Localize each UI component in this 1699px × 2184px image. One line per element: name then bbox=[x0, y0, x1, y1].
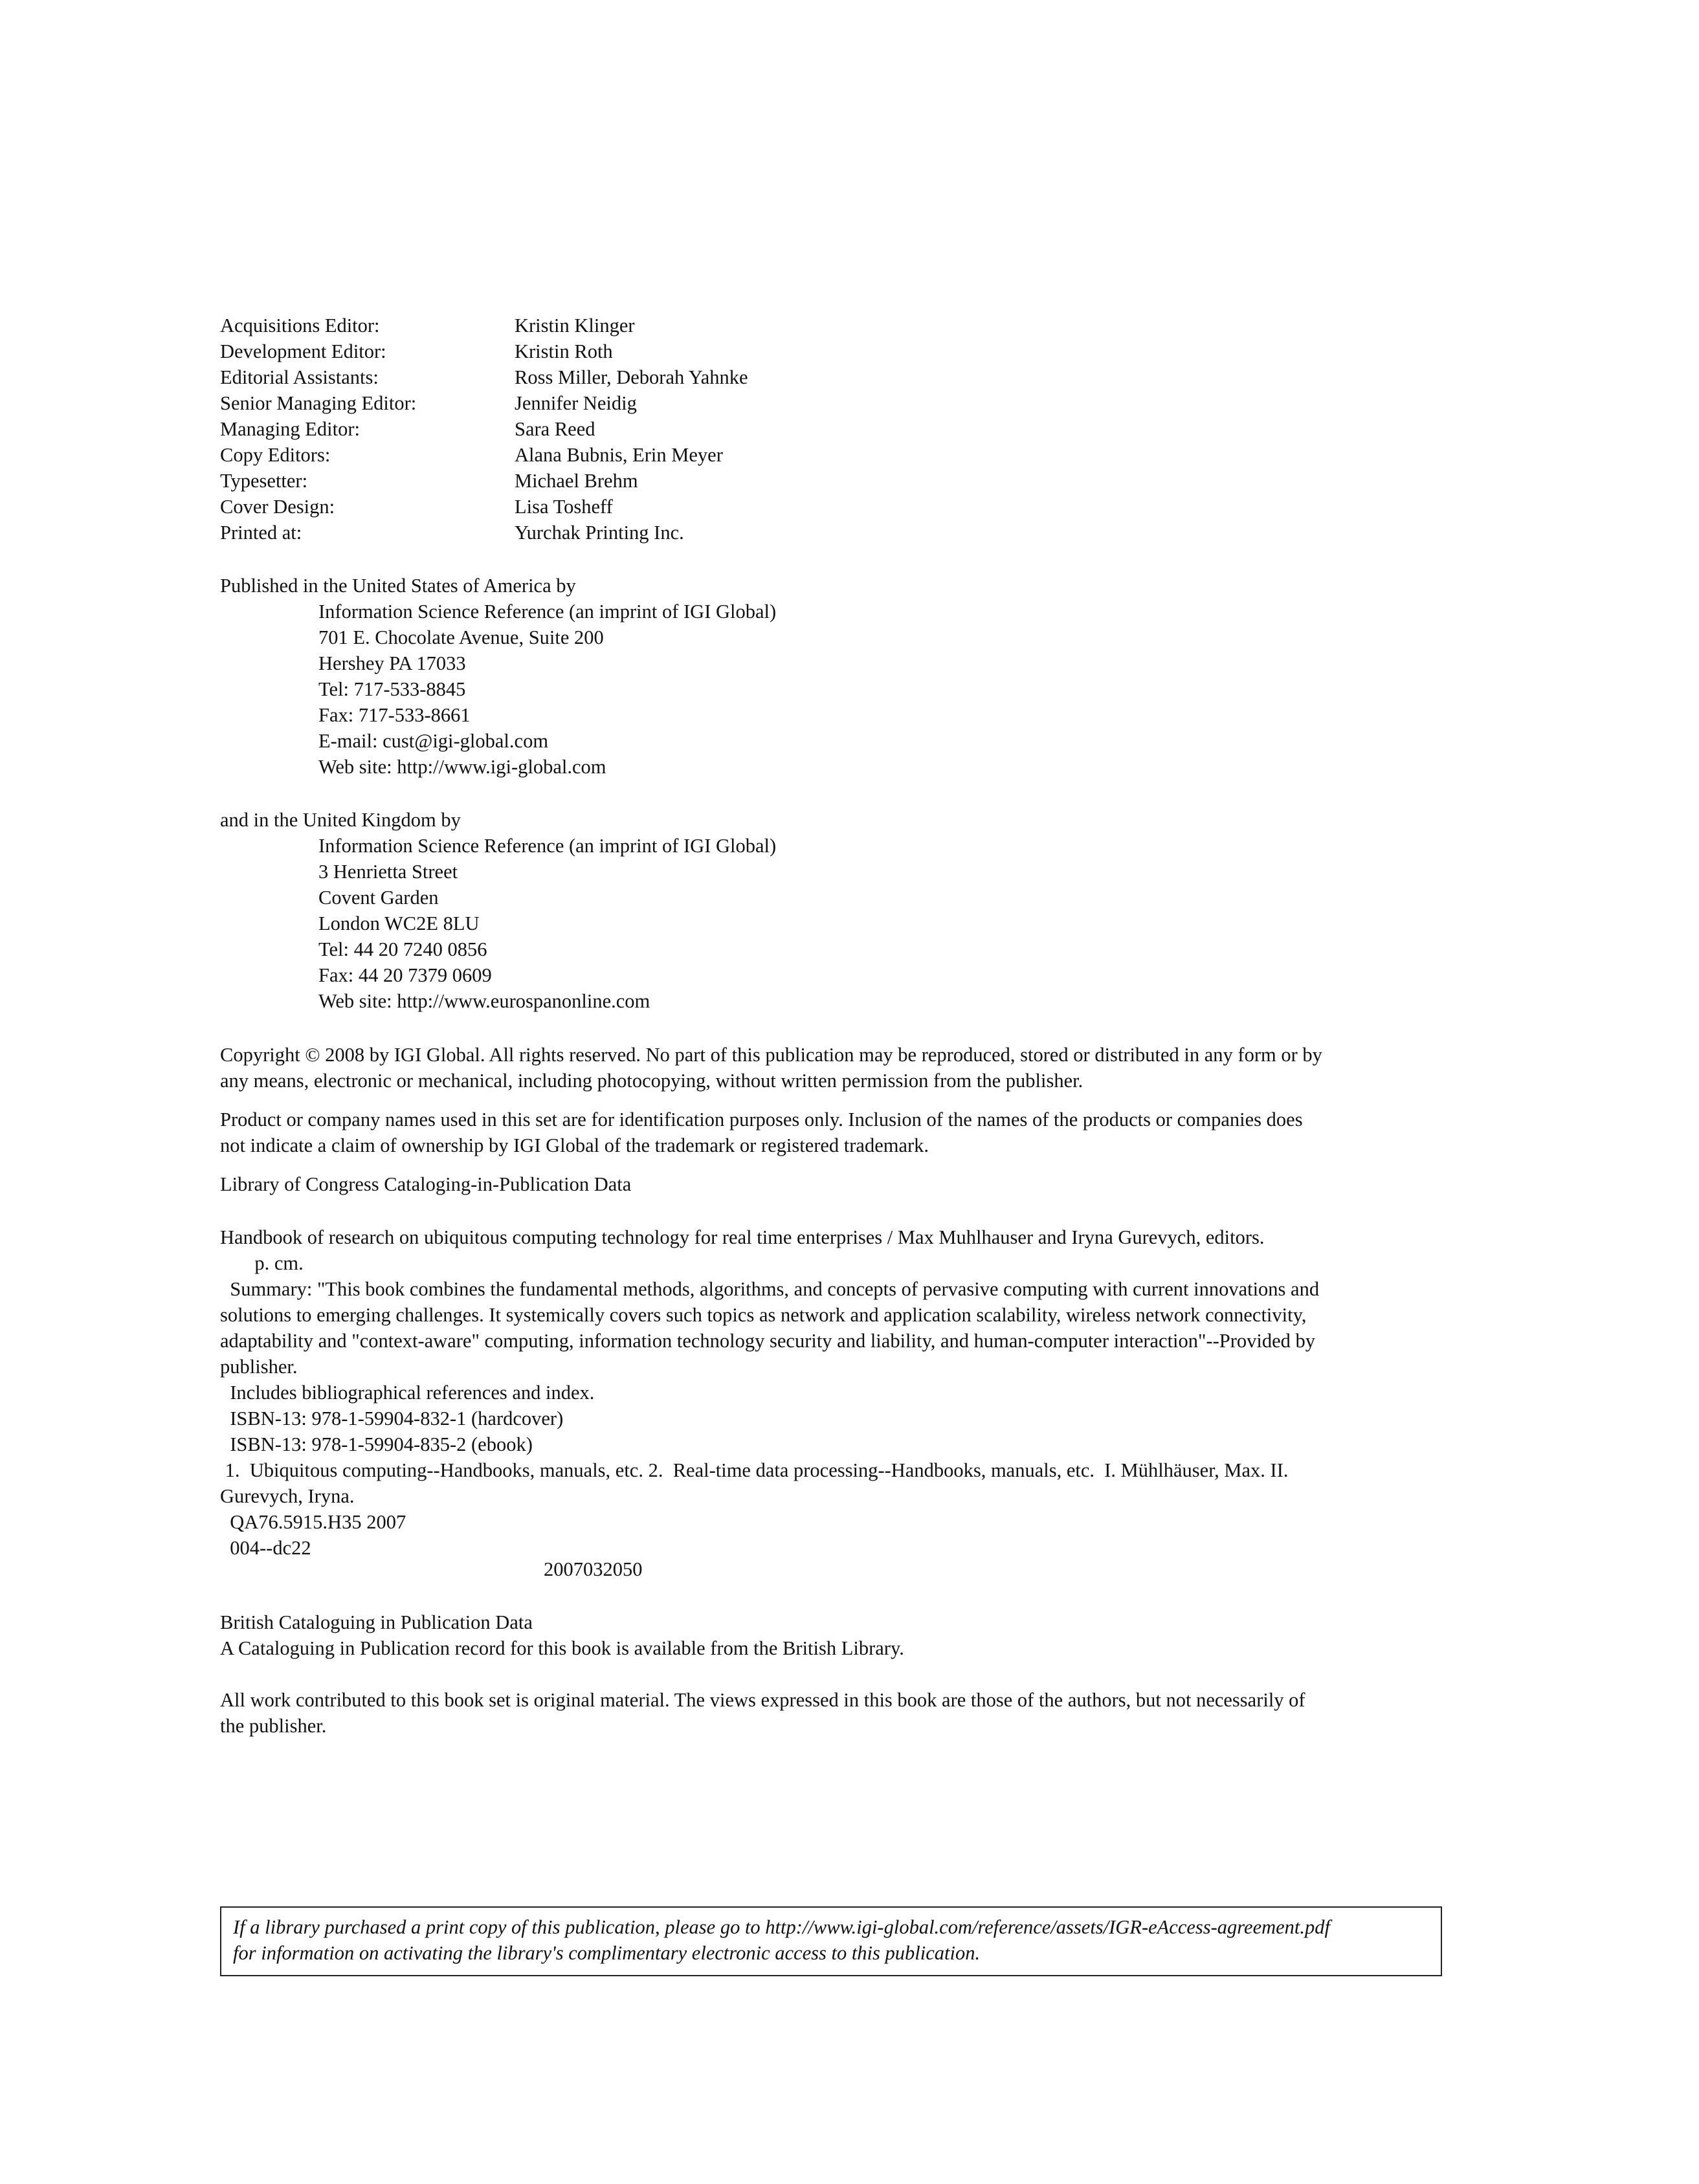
us-publisher-heading: Published in the United States of America by bbox=[220, 575, 576, 597]
staff-role: Managing Editor: bbox=[220, 418, 361, 440]
staff-role: Typesetter: bbox=[220, 470, 308, 492]
staff-role: Development Editor: bbox=[220, 340, 386, 362]
catalog-record bbox=[220, 1224, 1319, 1561]
staff-row bbox=[220, 494, 1126, 520]
trademark-notice bbox=[220, 1107, 1303, 1158]
staff-row bbox=[220, 442, 1126, 468]
e-access-notice-box bbox=[220, 1906, 1442, 1976]
lccn bbox=[544, 1556, 643, 1582]
uk-publisher-line: Fax: 44 20 7379 0609 bbox=[318, 964, 492, 986]
staff-name: Jennifer Neidig bbox=[515, 392, 637, 414]
staff-role: Editorial Assistants: bbox=[220, 366, 379, 388]
catalog-line: adaptability and "context-aware" computing, information technology security and liability, and human-computer interaction"--Provided by bbox=[220, 1330, 1316, 1352]
staff-role: Printed at: bbox=[220, 522, 302, 544]
uk-publisher-line: Tel: 44 20 7240 0856 bbox=[318, 938, 487, 960]
staff-name: Kristin Klinger bbox=[515, 314, 635, 336]
staff-role: Acquisitions Editor: bbox=[220, 314, 380, 336]
copyright-line: any means, electronic or mechanical, including photocopying, without written permission from the publisher. bbox=[220, 1070, 1083, 1092]
catalog-line: Handbook of research on ubiquitous computing technology for real time enterprises / Max Muhlhauser and Iryna Gurevych, editors. bbox=[220, 1226, 1265, 1248]
trademark-line: not indicate a claim of ownership by IGI Global of the trademark or registered trademark. bbox=[220, 1134, 929, 1156]
catalog-line: p. cm. bbox=[220, 1252, 304, 1274]
trademark-line: Product or company names used in this set are for identification purposes only. Inclusion of the names of the products or companies does bbox=[220, 1109, 1303, 1131]
uk-publisher-line: London WC2E 8LU bbox=[318, 912, 480, 934]
us-publisher-line: Hershey PA 17033 bbox=[318, 652, 466, 674]
us-publisher-block bbox=[220, 573, 776, 780]
isbn-hardcover: ISBN-13: 978-1-59904-832-1 (hardcover) bbox=[220, 1407, 564, 1429]
catalog-line: Summary: "This book combines the fundamental methods, algorithms, and concepts of pervasive computing with current innovations and bbox=[220, 1278, 1320, 1300]
uk-publisher-block bbox=[220, 807, 776, 1014]
british-heading: British Cataloguing in Publication Data bbox=[220, 1611, 533, 1633]
us-publisher-email: E-mail: cust@igi-global.com bbox=[318, 730, 549, 752]
loc-heading-text: Library of Congress Cataloging-in-Publication Data bbox=[220, 1173, 632, 1195]
staff-row bbox=[220, 416, 1126, 442]
staff-name: Yurchak Printing Inc. bbox=[515, 522, 684, 544]
uk-publisher-line: 3 Henrietta Street bbox=[318, 861, 458, 883]
e-access-notice-line: If a library purchased a print copy of this publication, please go to http://www.igi-global.com/reference/assets/IGR-eAccess-agreement.pdf bbox=[233, 1916, 1330, 1938]
uk-publisher-line: Covent Garden bbox=[318, 887, 439, 909]
uk-publisher-line: Information Science Reference (an imprint of IGI Global) bbox=[318, 835, 777, 857]
us-publisher-line: 701 E. Chocolate Avenue, Suite 200 bbox=[318, 626, 604, 648]
loc-heading bbox=[220, 1171, 631, 1197]
us-publisher-website: Web site: http://www.igi-global.com bbox=[318, 756, 606, 778]
e-access-notice-line: for information on activating the library's complimentary electronic access to this publication. bbox=[233, 1942, 981, 1964]
us-publisher-line: Fax: 717-533-8661 bbox=[318, 704, 471, 726]
staff-row bbox=[220, 390, 1126, 416]
staff-role: Cover Design: bbox=[220, 496, 335, 518]
staff-name: Ross Miller, Deborah Yahnke bbox=[515, 366, 748, 388]
us-publisher-line: Information Science Reference (an imprint of IGI Global) bbox=[318, 601, 777, 623]
lccn-number: 2007032050 bbox=[544, 1558, 643, 1580]
dewey-number: 004--dc22 bbox=[220, 1537, 311, 1559]
call-number: QA76.5915.H35 2007 bbox=[220, 1511, 406, 1533]
staff-row bbox=[220, 520, 1126, 546]
editorial-staff-list bbox=[220, 313, 1126, 546]
staff-row bbox=[220, 338, 1126, 364]
staff-name: Lisa Tosheff bbox=[515, 496, 613, 518]
catalog-line: Includes bibliographical references and index. bbox=[220, 1382, 595, 1404]
disclaimer-line: the publisher. bbox=[220, 1715, 327, 1737]
catalog-line: solutions to emerging challenges. It systemically covers such topics as network and application scalability, wireless network connectivity, bbox=[220, 1304, 1307, 1326]
staff-name: Kristin Roth bbox=[515, 340, 613, 362]
copyright-line: Copyright © 2008 by IGI Global. All rights reserved. No part of this publication may be reproduced, stored or distributed in any form or by bbox=[220, 1044, 1322, 1066]
staff-name: Alana Bubnis, Erin Meyer bbox=[515, 444, 723, 466]
disclaimer bbox=[220, 1687, 1305, 1739]
catalog-line: publisher. bbox=[220, 1356, 298, 1378]
catalog-line: 1. Ubiquitous computing--Handbooks, manuals, etc. 2. Real-time data processing--Handbooks, manuals, etc. I. Mühlhäuser, Max. II. bbox=[220, 1459, 1289, 1481]
staff-name: Michael Brehm bbox=[515, 470, 638, 492]
isbn-ebook: ISBN-13: 978-1-59904-835-2 (ebook) bbox=[220, 1433, 533, 1455]
staff-name: Sara Reed bbox=[515, 418, 595, 440]
us-publisher-line: Tel: 717-533-8845 bbox=[318, 678, 466, 700]
british-text: A Cataloguing in Publication record for this book is available from the British Library. bbox=[220, 1637, 904, 1659]
staff-row bbox=[220, 313, 1126, 338]
disclaimer-line: All work contributed to this book set is original material. The views expressed in this book are those of the authors, but not necessarily of bbox=[220, 1689, 1305, 1711]
british-cataloguing bbox=[220, 1609, 904, 1661]
catalog-line: Gurevych, Iryna. bbox=[220, 1485, 355, 1507]
copyright-notice bbox=[220, 1042, 1322, 1094]
staff-row bbox=[220, 468, 1126, 494]
uk-publisher-website: Web site: http://www.eurospanonline.com bbox=[318, 990, 650, 1012]
uk-publisher-heading: and in the United Kingdom by bbox=[220, 809, 461, 831]
staff-role: Copy Editors: bbox=[220, 444, 331, 466]
staff-row bbox=[220, 364, 1126, 390]
staff-role: Senior Managing Editor: bbox=[220, 392, 417, 414]
